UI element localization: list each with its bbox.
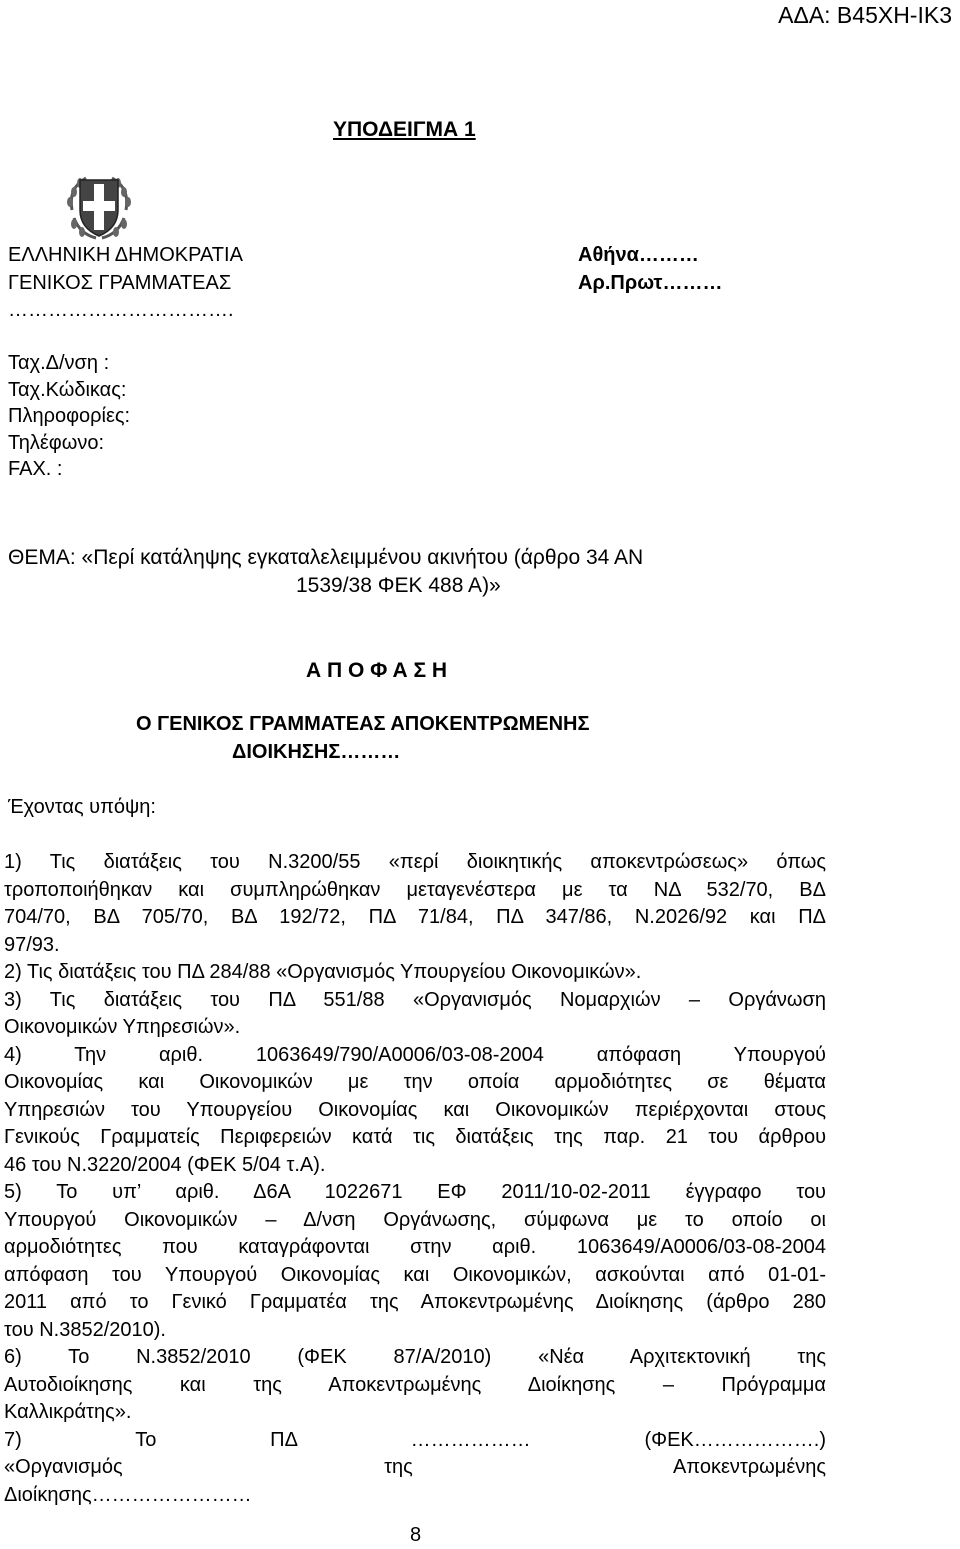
protocol-number: Αρ.Πρωτ……… (578, 271, 723, 294)
authority-line-1: Ο ΓΕΝΙΚΟΣ ΓΡΑΜΜΑΤΕΑΣ ΑΠΟΚΕΝΤΡΩΜΕΝΗΣ (136, 713, 590, 735)
body-line: Αυτοδιοίκησης και της Αποκεντρωμένης Διοίκησης – Πρόγραμμα (4, 1373, 826, 1396)
body-line: 3) Τις διατάξεις του ΠΔ 551/88 «Οργανισμός Νομαρχιών – Οργάνωση (4, 988, 826, 1011)
postal-code-label: Ταχ.Κώδικας: (8, 378, 127, 401)
body-line: 6) Το Ν.3852/2010 (ΦΕΚ 87/Α/2010) «Νέα Αρχιτεκτονική της (4, 1346, 826, 1368)
body-line: του Ν.3852/2010). (4, 1318, 166, 1341)
body-line: Οικονομίας και Οικονομικών με την οποία αρμοδιότητες σε θέματα (4, 1071, 826, 1093)
body-line: Οικονομικών Υπηρεσιών». (4, 1016, 241, 1038)
body-line: Γενικούς Γραμματείς Περιφερειών κατά τις διατάξεις της παρ. 21 του άρθρου (4, 1126, 826, 1148)
subject-line-1: ΘΕΜΑ: «Περί κατάληψης εγκαταλελειμμένου ακινήτου (άρθρο 34 ΑΝ (8, 546, 644, 569)
contact-block (8, 350, 130, 483)
information-label: Πληροφορίες: (8, 405, 131, 427)
city-date: Αθήνα……… (578, 244, 699, 266)
body-line: Διοίκησης…………………… (4, 1483, 252, 1506)
authority-line-2: ΔΙΟΙΚΗΣΗΣ……… (232, 741, 401, 763)
decision-title: Α Π Ο Φ Α Σ Η (306, 659, 448, 682)
body-line: 46 του Ν.3220/2004 (ΦΕΚ 5/04 τ.Α). (4, 1153, 326, 1176)
fax-label: FAX. : (8, 458, 63, 480)
body-line: 97/93. (4, 933, 60, 956)
body-line: 2) Τις διατάξεις του ΠΔ 284/88 «Οργανισμός Υπουργείου Οικονομικών». (4, 961, 642, 983)
body-line: Υπηρεσιών του Υπουργείου Οικονομίας και Οικονομικών περιέρχονται στους (4, 1098, 826, 1121)
phone-label: Τηλέφωνο: (8, 431, 105, 454)
sender-dotted-line: ……………………………. (8, 299, 234, 321)
body-line: 7) Το ΠΔ ……………… (ΦΕΚ……………….) (4, 1428, 826, 1451)
subject-line-2: 1539/38 ΦΕΚ 488 Α)» (296, 574, 501, 597)
sender-country: ΕΛΛΗΝΙΚΗ ΔΗΜΟΚΡΑΤΙΑ (8, 244, 243, 266)
body-line: Υπουργού Οικονομικών – Δ/νση Οργάνωσης, σύμφωνα με το οποίο οι (4, 1208, 826, 1231)
body-line: 704/70, ΒΔ 705/70, ΒΔ 192/72, ΠΔ 71/84, ΠΔ 347/86, Ν.2026/92 και ΠΔ (4, 906, 826, 928)
sender-authority: ΓΕΝΙΚΟΣ ΓΡΑΜΜΑΤΕΑΣ (8, 271, 232, 294)
body-line: 4) Την αριθ. 1063649/790/Α0006/03-08-2004 απόφαση Υπουργού (4, 1043, 826, 1066)
body-line: 1) Τις διατάξεις του Ν.3200/55 «περί διοικητικής αποκεντρώσεως» όπως (4, 851, 826, 873)
body-line: τροποποιήθηκαν και συμπληρώθηκαν μεταγενέστερα με τα ΝΔ 532/70, ΒΔ (4, 878, 826, 901)
body-line: 5) Το υπ’ αριθ. Δ6Α 1022671 ΕΦ 2011/10-02-2011 έγγραφο του (4, 1181, 826, 1203)
page-number: 8 (410, 1524, 422, 1546)
considering-heading: Έχοντας υπόψη: (8, 796, 156, 818)
body-line: «Οργανισμός της Αποκεντρωμένης (4, 1456, 826, 1478)
body-line: αρμοδιότητες που καταγράφονται στην αριθ. 1063649/Α0006/03-08-2004 (4, 1236, 826, 1258)
greek-coat-of-arms-icon (60, 168, 138, 246)
body-line: απόφαση του Υπουργού Οικονομίας και Οικονομικών, ασκούνται από 01-01- (4, 1263, 826, 1286)
body-line: 2011 από το Γενικό Γραμματέα της Αποκεντρωμένης Διοίκησης (άρθρο 280 (4, 1291, 826, 1313)
body-line: Καλλικράτης». (4, 1401, 132, 1423)
date-line (578, 242, 722, 297)
postal-address-label: Ταχ.Δ/νση : (8, 352, 110, 374)
sender-block (8, 242, 243, 325)
example-title: ΥΠΟΔΕΙΓΜΑ 1 (333, 118, 476, 141)
document-code: ΑΔΑ: Β45ΧΗ-ΙΚ3 (778, 2, 952, 28)
